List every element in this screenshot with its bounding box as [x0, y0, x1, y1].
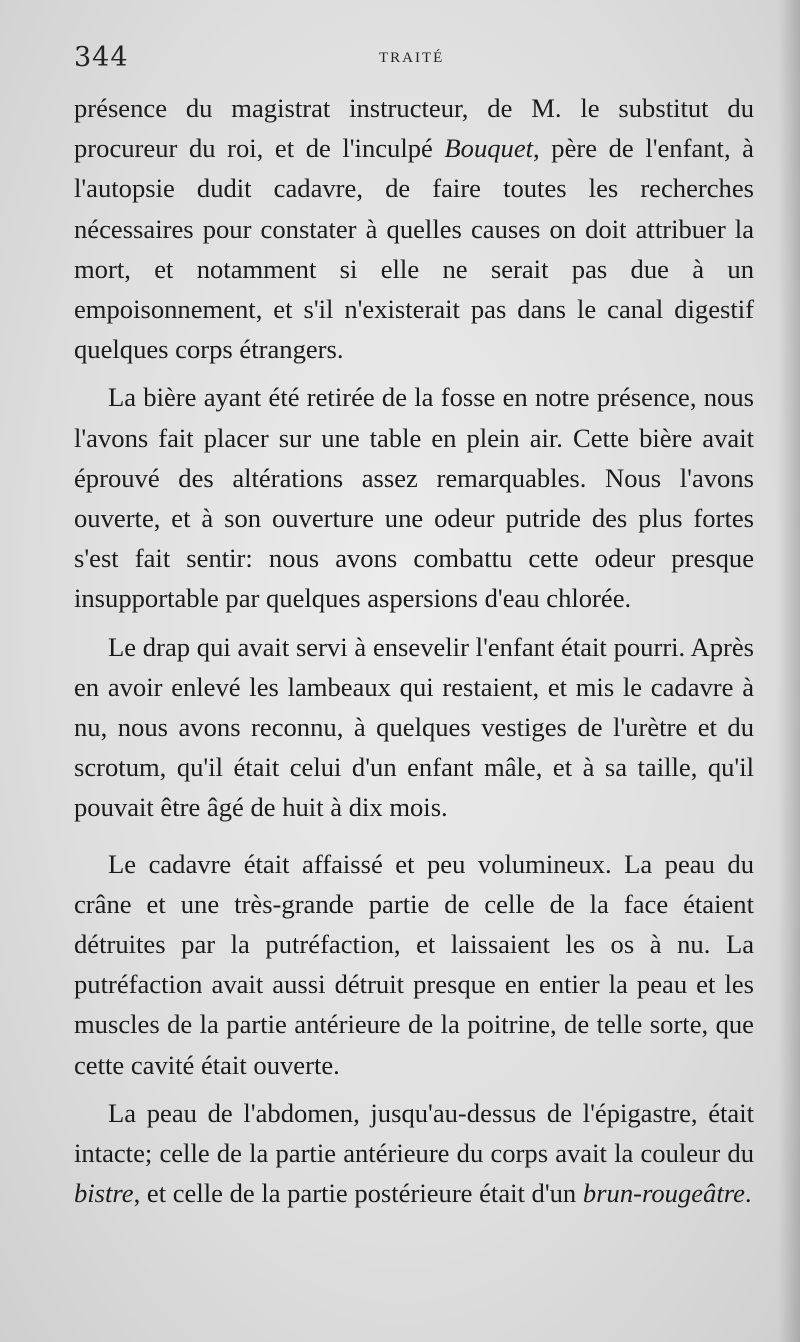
page-edge-shadow [778, 0, 800, 1342]
paragraph-3: Le drap qui avait servi à ensevelir l'enfant était pourri. Après en avoir enlevé les lambeaux qui restaient, et mis le cadavre à nu, nous avons reconnu, à quelques vestiges de l'urètre et du scrotum, qu'il était celui d'un enfant mâle, et à sa taille, qu'il pouvait être âgé de huit à dix mois. [74, 631, 754, 823]
page-header [74, 42, 754, 78]
page-number: 344 [74, 42, 129, 73]
paragraph-2: La bière ayant été retirée de la fosse en notre présence, nous l'avons fait placer sur une table en plein air. Cette bière avait éprouvé des altérations assez remarquables. Nous l'avons ouverte, et à son ouverture une odeur putride des plus fortes s'est fait sentir: nous avons combattu cette odeur presque insupportable par quelques aspersions d'eau chlorée. [74, 382, 754, 614]
paragraph-5: La peau de l'abdomen, jusqu'au-dessus de l'épigastre, était intacte; celle de la partie antérieure du corps avait la couleur du bistre, et celle de la partie postérieure était d'un brun-rougeâtre. [74, 1097, 754, 1209]
paragraph-4: Le cadavre était affaissé et peu volumineux. La peau du crâne et une très-grande partie de celle de la face étaient détruites par la putréfaction, et laissaient les os à nu. La putréfaction avait aussi détruit presque en entier la peau et les muscles de la partie antérieure de la poitrine, de telle sorte, que cette cavité était ouverte. [74, 848, 754, 1080]
running-title: TRAITÉ [379, 50, 445, 66]
body-text [74, 88, 754, 1213]
italic-term: brun-rougeâtre [582, 1178, 745, 1209]
italic-term: bistre [74, 1178, 134, 1209]
italic-term: Bouquet [444, 133, 534, 164]
paragraph-1: présence du magistrat instructeur, de M. le substitut du procureur du roi, et de l'inculpé Bouquet, père de l'enfant, à l'autopsie dudit cadavre, de faire toutes les recherches nécessaires pour constater à quelles causes on doit attribuer la mort, et notamment si elle ne serait pas due à un empoisonnement, et s'il n'existerait pas dans le canal digestif quelques corps étrangers. [74, 93, 754, 365]
